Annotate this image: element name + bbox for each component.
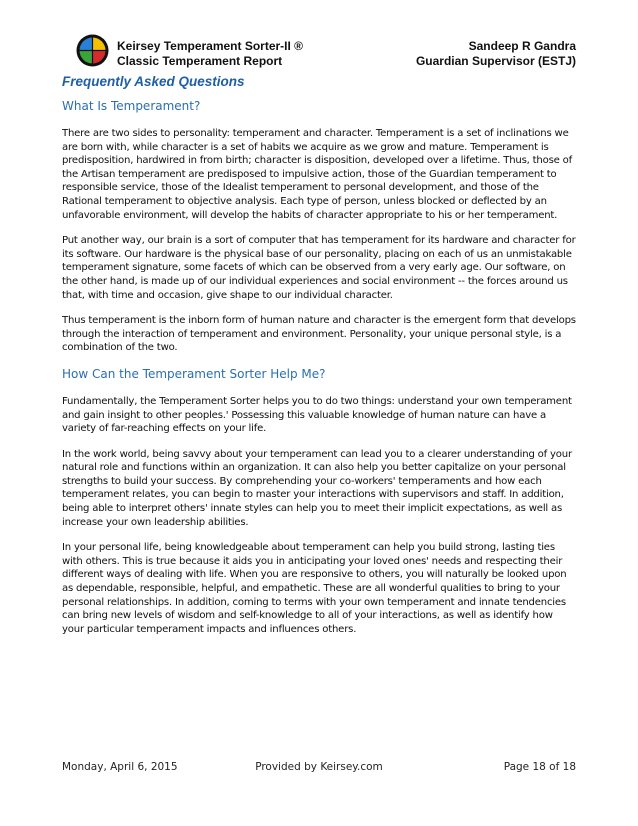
page-footer <box>62 761 576 777</box>
paragraph: Thus temperament is the inborn form of human nature and character is the emergent form that develops through the interaction of temperament and environment. Personality, your unique personal style, is a combination of the two. <box>62 315 576 354</box>
report-subtitle: Classic Temperament Report <box>117 54 283 68</box>
report-title: Keirsey Temperament Sorter-II ® <box>117 39 304 53</box>
keirsey-logo <box>76 34 109 67</box>
temperament-label: Guardian Supervisor (ESTJ) <box>415 54 576 68</box>
report-title-block <box>117 39 303 69</box>
section-heading-sorter-help: How Can the Temperament Sorter Help Me? <box>62 366 326 381</box>
page-title: Frequently Asked Questions <box>62 74 245 89</box>
person-name: Sandeep R Gandra <box>468 39 576 53</box>
footer-date: Monday, April 6, 2015 <box>62 761 178 773</box>
footer-provider: Provided by Keirsey.com <box>255 761 383 773</box>
page-content <box>62 74 576 648</box>
report-header <box>62 34 576 70</box>
paragraph: There are two sides to personality: temperament and character. Temperament is a set of inclinations we are born with, while character is a set of habits we acquire as we grow and mature. Temperament is predisposition, hardwired in from birth; character is disposition, developed over a lifetime. Thus, those of the Artisan temperament are predisposed to impulsive action, those of the Guardian temperament to responsible service, those of the Idealist temperament to personal development, and those of the Rational temperament to objective analysis. Each type of person, unless blocked or deflected by an unfavorable environment, will develop the habits of character appropriate to his or her temperament. <box>62 128 572 221</box>
paragraph: Fundamentally, the Temperament Sorter helps you to do two things: understand your own temperament and gain insight to other peoples.' Possessing this valuable knowledge of human nature can have a variety of far-reaching effects on your life. <box>62 395 572 435</box>
footer-page-number: Page 18 of 18 <box>503 761 576 773</box>
section-heading-temperament: What Is Temperament? <box>62 99 201 113</box>
paragraph: Put another way, our brain is a sort of computer that has temperament for its hardware and character for its software. Our hardware is the physical base of our personality, placing on each of us an unmistakable temperament signature, some facets of which can be observed from a very early age. Our software, on the other hand, is made up of our individual experiences and social environment -- the forces around us that, with time and occasion, give shape to our individual character. <box>62 235 576 301</box>
person-block <box>416 39 576 69</box>
paragraph: In the work world, being savvy about your temperament can lead you to a clearer understanding of your natural role and functions within an organization. It can also help you better capitalize on your personal strengths to build your success. By comprehending your co-workers' temperaments and how each temperament relates, you can begin to master your interactions with supervisors and staff. In addition, being able to interpret others' innate styles can help you to meet their implicit expectations, as well as increase your own leadership abilities. <box>62 448 572 528</box>
paragraph: In your personal life, being knowledgeable about temperament can help you build strong, lasting ties with others. This is true because it aids you in anticipating your loved ones' needs and respecting their different ways of dealing with life. When you are responsive to others, you will naturally be looked upon as dependable, responsible, helpful, and empathetic. These are all wonderful qualities to bring to your personal relationships. In addition, coming to terms with your own temperament and innate tendencies can bring new levels of wisdom and self-knowledge to all of your interactions, as well as identify how your particular temperament impacts and influences others. <box>62 542 567 635</box>
